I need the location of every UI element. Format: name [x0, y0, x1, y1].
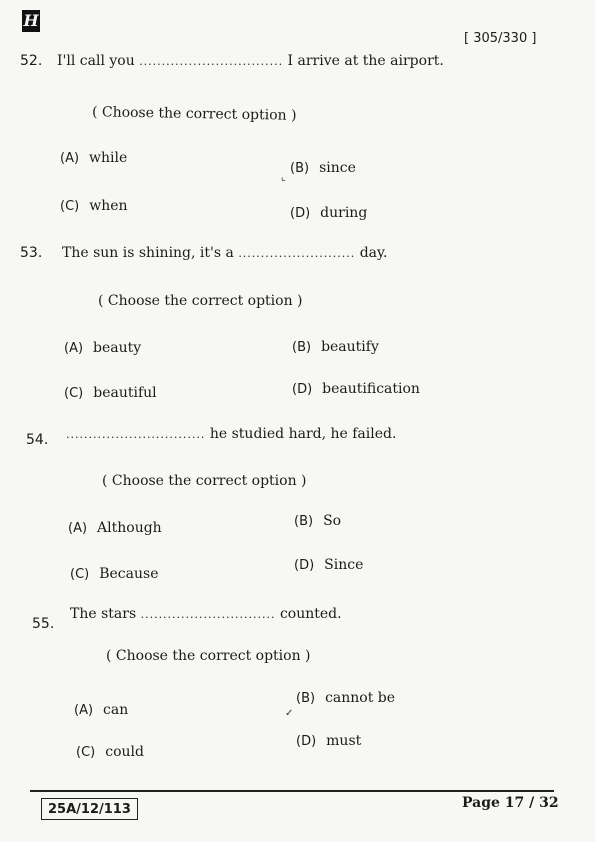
option-a: [74, 702, 128, 718]
option-b: [290, 160, 356, 176]
option-text: must: [326, 733, 362, 749]
option-label: (D): [294, 558, 315, 573]
option-label: (D): [290, 206, 311, 221]
pen-mark: ⌞: [281, 172, 286, 183]
option-d: [292, 381, 420, 397]
option-b: [296, 690, 395, 706]
option-c: [64, 385, 157, 401]
instruction: ( Choose the correct option ): [98, 293, 303, 309]
option-text: beautification: [322, 381, 420, 397]
option-label: (C): [60, 199, 80, 214]
option-label: (B): [296, 691, 316, 706]
option-d: [294, 557, 363, 573]
question-text: [57, 53, 444, 69]
option-text: can: [103, 702, 129, 718]
option-label: (D): [296, 734, 317, 749]
paper-code: [ 305/330 ]: [464, 31, 537, 46]
question-number: 55.: [32, 616, 55, 632]
option-label: (C): [64, 386, 84, 401]
option-text: since: [319, 160, 356, 176]
option-b: [294, 513, 341, 529]
option-text: while: [89, 150, 128, 166]
option-text: Although: [97, 520, 162, 536]
option-label: (A): [74, 703, 94, 718]
instruction: ( Choose the correct option ): [102, 473, 307, 489]
question-text-after: I arrive at the airport.: [287, 53, 444, 69]
option-d: [296, 733, 361, 749]
answer-blank: ...............................: [66, 428, 206, 441]
pen-mark: ✓: [285, 708, 294, 719]
answer-blank: ..........................: [238, 247, 356, 260]
option-text: cannot be: [325, 690, 396, 706]
page-number: Page 17 / 32: [462, 795, 559, 811]
question-text: [70, 606, 342, 622]
option-text: could: [105, 744, 144, 760]
option-label: (C): [70, 567, 90, 582]
question-number: 54.: [26, 432, 49, 448]
question-text-before: The sun is shining, it's a: [62, 245, 234, 261]
option-text: Because: [99, 566, 159, 582]
question-text-before: The stars: [70, 606, 137, 622]
option-label: (B): [290, 161, 310, 176]
option-c: [76, 744, 144, 760]
option-a: [64, 340, 141, 356]
option-text: when: [89, 198, 128, 214]
option-c: [70, 566, 158, 582]
answer-blank: ................................: [139, 55, 284, 68]
option-text: beautify: [321, 339, 379, 355]
option-a: [68, 520, 162, 536]
question-text-before: I'll call you: [57, 53, 135, 69]
option-a: [60, 150, 127, 166]
question-text-after: he studied hard, he failed.: [209, 426, 397, 442]
option-text: So: [323, 513, 342, 529]
option-label: (B): [292, 340, 312, 355]
option-b: [292, 339, 379, 355]
exam-code-box: 25A/12/113: [41, 798, 138, 820]
option-d: [290, 205, 367, 221]
option-text: during: [320, 205, 368, 221]
question-text: [66, 426, 396, 442]
option-label: (D): [292, 382, 313, 397]
instruction: ( Choose the correct option ): [106, 648, 311, 664]
option-text: Since: [324, 557, 364, 573]
question-text-after: counted.: [279, 606, 342, 622]
publisher-logo: H: [23, 11, 39, 30]
option-label: (C): [76, 745, 96, 760]
question-number: 52.: [20, 53, 43, 69]
option-label: (A): [64, 341, 84, 356]
instruction: ( Choose the correct option ): [91, 104, 297, 124]
option-text: beauty: [93, 340, 142, 356]
question-number: 53.: [20, 245, 43, 261]
question-text-after: day.: [359, 245, 388, 261]
footer-rule: [30, 790, 554, 792]
answer-blank: ..............................: [140, 608, 276, 621]
option-label: (A): [60, 151, 80, 166]
option-label: (B): [294, 514, 314, 529]
option-text: beautiful: [93, 385, 157, 401]
option-label: (A): [68, 521, 88, 536]
option-c: [60, 198, 128, 214]
question-text: [62, 245, 388, 261]
